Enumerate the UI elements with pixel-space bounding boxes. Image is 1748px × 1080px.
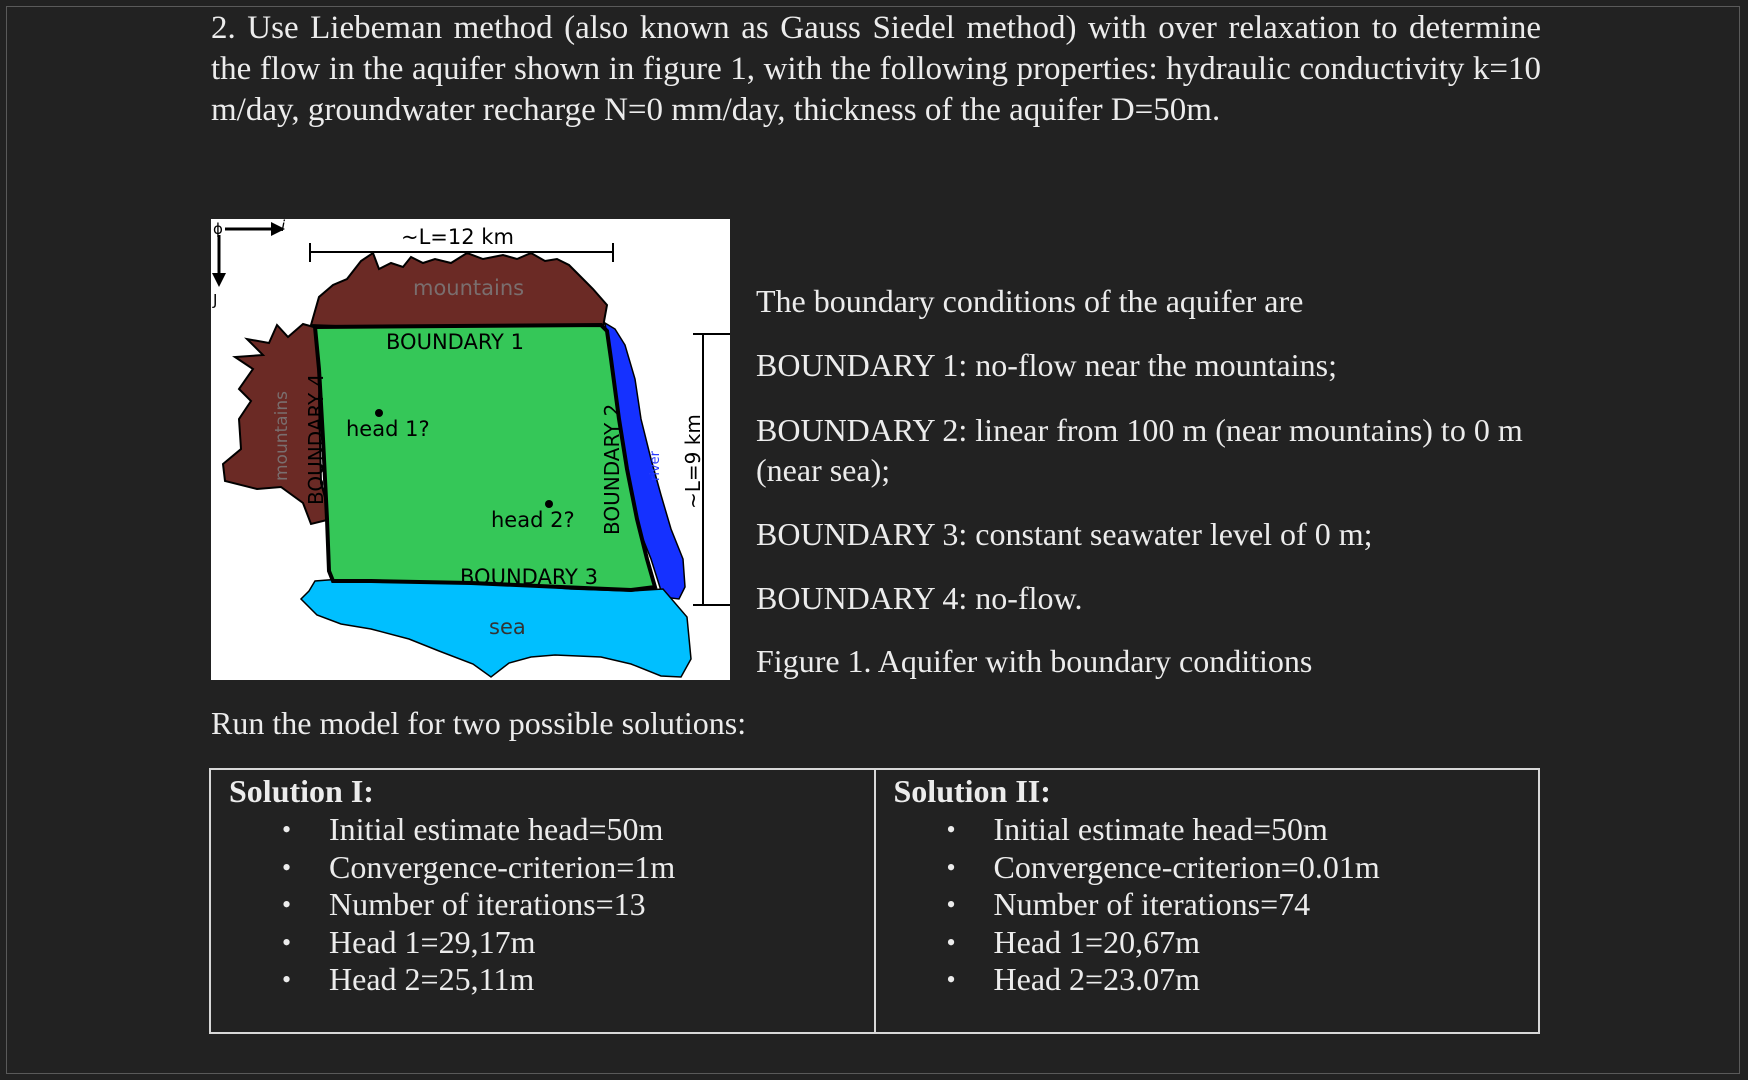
boundary4-label: BOUNDARY 4 bbox=[304, 373, 328, 505]
boundary1-label: BOUNDARY 1 bbox=[386, 330, 524, 354]
solution-2 bbox=[874, 770, 1539, 1032]
mountains-top-label: mountains bbox=[413, 276, 525, 300]
solution-1 bbox=[211, 770, 874, 1032]
solution-1-convergence: Convergence-criterion=1m bbox=[329, 848, 676, 885]
question-text: 2. Use Liebeman method (also known as Gauss Siedel method) with over relaxation to determine the flow in the aquifer shown in figure 1, with the following properties: hydraulic conductivity k=10 m/day, groundwater recharge N=0 mm/day, thickness of the aquifer D=50m. bbox=[211, 10, 1541, 128]
boundary2-label: BOUNDARY 2 bbox=[600, 403, 624, 535]
list-item bbox=[894, 886, 1539, 924]
bc-boundary4: BOUNDARY 4: no-flow. bbox=[756, 580, 1083, 616]
list-item bbox=[894, 849, 1539, 887]
solution-1-title: Solution I: bbox=[229, 773, 374, 809]
solution-1-head2: Head 2=25,11m bbox=[329, 961, 535, 997]
bc-boundary3: BOUNDARY 3: constant seawater level of 0 m; bbox=[756, 516, 1373, 552]
solution-1-list bbox=[229, 811, 874, 999]
boundary3-label: BOUNDARY 3 bbox=[460, 565, 598, 589]
aquifer-figure bbox=[211, 219, 730, 680]
bullet-icon: • bbox=[282, 965, 292, 994]
river-label: river bbox=[648, 451, 663, 481]
solution-2-initial-estimate: Initial estimate head=50m bbox=[993, 811, 1328, 847]
bullet-icon: • bbox=[946, 852, 956, 882]
bullet-icon: • bbox=[282, 890, 292, 919]
bc-boundary2: BOUNDARY 2: linear from 100 m (near mountains) to 0 m (near sea); bbox=[756, 412, 1523, 488]
list-item bbox=[229, 849, 874, 887]
list-item bbox=[229, 924, 874, 962]
bc-boundary1: BOUNDARY 1: no-flow near the mountains; bbox=[756, 347, 1337, 383]
i-axis-label: i bbox=[281, 219, 286, 235]
solution-2-head2: Head 2=23.07m bbox=[993, 961, 1200, 997]
bullet-icon: • bbox=[946, 965, 956, 994]
list-item bbox=[229, 961, 874, 999]
solution-1-initial-estimate: Initial estimate head=50m bbox=[329, 811, 664, 847]
solution-2-title: Solution II: bbox=[893, 773, 1051, 809]
solution-2-iterations: Number of iterations=74 bbox=[993, 886, 1311, 922]
phi-label: ϕ bbox=[213, 220, 223, 238]
bullet-icon: • bbox=[946, 927, 956, 957]
bullet-icon: • bbox=[946, 890, 956, 919]
head2-point bbox=[545, 500, 553, 508]
head1-point bbox=[375, 409, 383, 417]
list-item bbox=[894, 961, 1539, 999]
figure-caption: Figure 1. Aquifer with boundary conditions bbox=[756, 643, 1313, 679]
width-label: ~L=9 km bbox=[681, 414, 705, 509]
solutions-table bbox=[209, 768, 1540, 1034]
solution-2-list bbox=[894, 811, 1539, 999]
head1-label: head 1? bbox=[346, 417, 430, 441]
list-item bbox=[894, 924, 1539, 962]
length-label: ~L=12 km bbox=[401, 225, 514, 249]
list-item bbox=[229, 811, 874, 849]
bullet-icon: • bbox=[946, 815, 956, 844]
list-item bbox=[229, 886, 874, 924]
run-instruction: Run the model for two possible solutions: bbox=[211, 705, 747, 741]
bullet-icon: • bbox=[282, 852, 292, 882]
list-item bbox=[894, 811, 1539, 849]
bullet-icon: • bbox=[282, 927, 292, 957]
j-axis-label: J bbox=[213, 291, 218, 309]
bullet-icon: • bbox=[282, 815, 292, 844]
mountains-left-label: mountains bbox=[272, 391, 292, 481]
j-axis-arrowhead bbox=[212, 273, 226, 287]
solution-2-head1: Head 1=20,67m bbox=[993, 923, 1200, 960]
bc-intro: The boundary conditions of the aquifer are bbox=[756, 283, 1304, 319]
solution-1-iterations: Number of iterations=13 bbox=[329, 886, 646, 922]
solution-2-convergence: Convergence-criterion=0.01m bbox=[993, 848, 1380, 885]
head2-label: head 2? bbox=[491, 508, 575, 532]
sea-label: sea bbox=[489, 615, 526, 639]
solution-1-head1: Head 1=29,17m bbox=[329, 923, 536, 960]
